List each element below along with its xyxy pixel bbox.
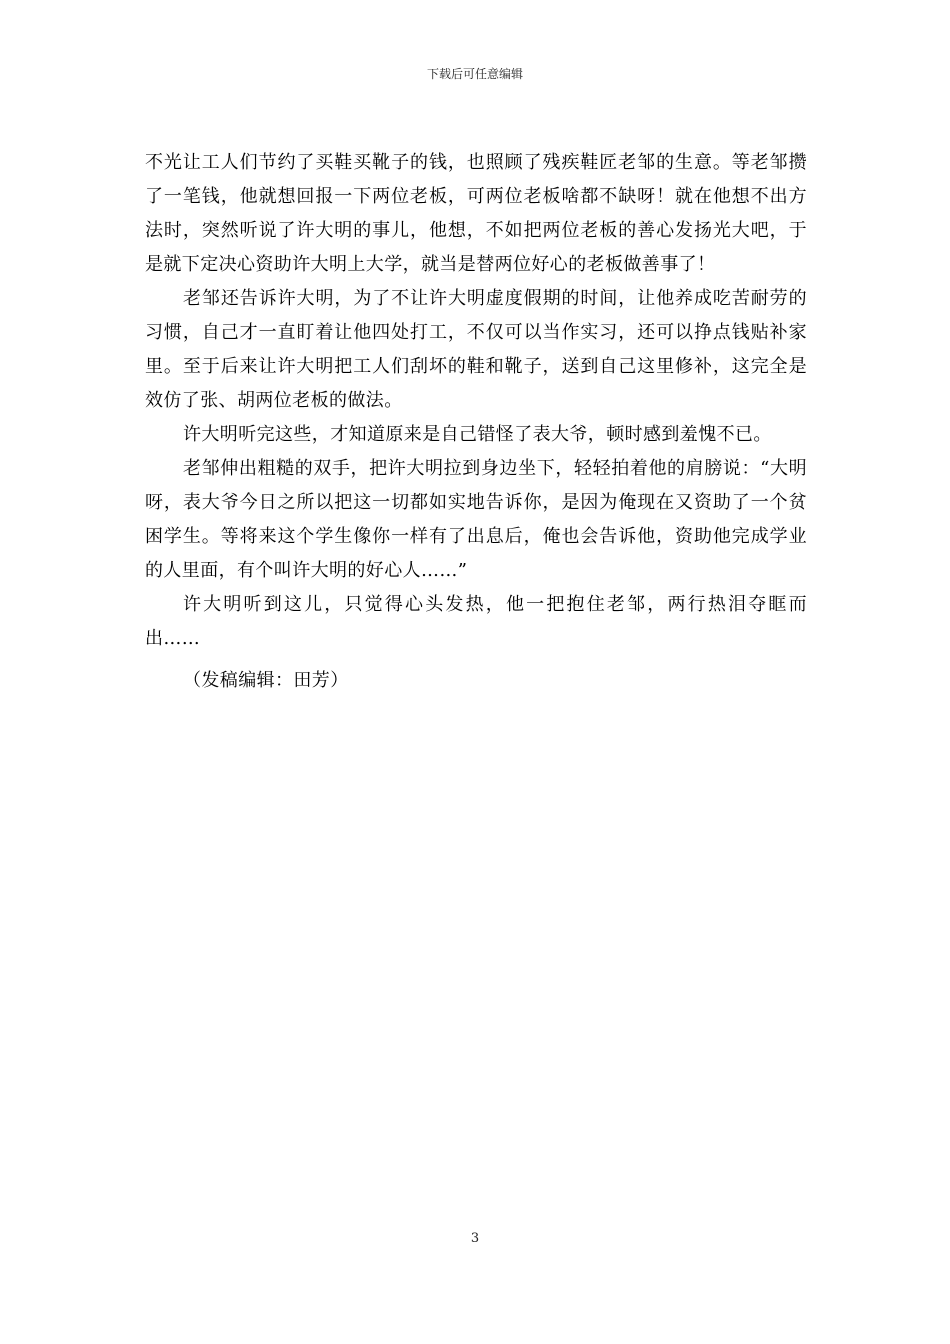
- paragraph-5: 许大明听到这儿，只觉得心头发热，他一把抱住老邹，两行热泪夺眶而出……: [145, 594, 807, 649]
- page-number: 3: [470, 1231, 480, 1246]
- paragraph-1: 不光让工人们节约了买鞋买靴子的钱，也照顾了残疾鞋匠老邹的生意。等老邹攒了一笔钱，他就想回报一下两位老板，可两位老板啥都不缺呀！就在他想不出方法时，突然听说了许大明的事儿，他想，不如把两位老板的善心发扬光大吧，于是就下定决心资助许大明上大学，就当是替两位好心的老板做善事了！: [145, 152, 807, 275]
- editor-credit: （发稿编辑：田芳）: [183, 670, 349, 691]
- paragraph-2: 老邹还告诉许大明，为了不让许大明虚度假期的时间，让他养成吃苦耐劳的习惯，自己才一直盯着让他四处打工，不仅可以当作实习，还可以挣点钱贴补家里。至于后来让许大明把工人们刮坏的鞋和靴子，送到自己这里修补，这完全是效仿了张、胡两位老板的做法。: [145, 288, 807, 411]
- page-header: 下载后可任意编辑: [426, 67, 523, 81]
- paragraph-3: 许大明听完这些，才知道原来是自己错怪了表大爷，顿时感到羞愧不已。: [183, 424, 772, 445]
- document-body: [145, 146, 807, 698]
- paragraph-4: 老邹伸出粗糙的双手，把许大明拉到身边坐下，轻轻拍着他的肩膀说：“大明呀，表大爷今日之所以把这一切都如实地告诉你，是因为俺现在又资助了一个贫困学生。等将来这个学生像你一样有了出息后，俺也会告诉他，资助他完成学业的人里面，有个叫许大明的好心人……”: [145, 458, 807, 581]
